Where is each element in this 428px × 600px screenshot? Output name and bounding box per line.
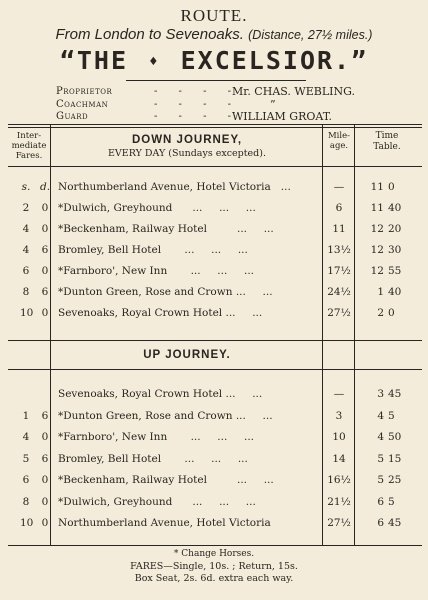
stop-name: Sevenoaks, Royal Crown Hotel ... ... <box>58 388 263 400</box>
footnote-box-seat: Box Seat, 2s. 6d. extra each way. <box>134 573 294 584</box>
stop-name: *Farnboro', New Inn ... ... ... <box>58 431 254 443</box>
coach-name <box>0 46 428 75</box>
route-heading: ROUTE. <box>180 6 248 25</box>
staff-role: Proprietor <box>56 86 113 97</box>
fare-shillings: s. <box>21 181 31 193</box>
mileage-value: 27½ <box>327 517 351 529</box>
coach-name-left: “THE <box>59 46 129 75</box>
stop-name: Bromley, Bell Hotel ... ... ... <box>58 244 248 256</box>
coach-name-right: EXCELSIOR.” <box>180 46 369 75</box>
time-hour: 1 <box>377 286 384 298</box>
down-journey-title: DOWN JOURNEY, <box>131 134 243 146</box>
table-row <box>8 453 422 469</box>
time-hour: 6 <box>377 517 384 529</box>
mileage-value: 27½ <box>327 307 351 319</box>
table-row <box>8 496 422 512</box>
route-subtitle <box>0 26 428 43</box>
time-minute: 45 <box>388 388 402 400</box>
fare-shillings: 4 <box>22 223 30 235</box>
fare-shillings: 6 <box>22 474 30 486</box>
table-row <box>8 244 422 260</box>
footnote-change-horses: * Change Horses. <box>173 549 255 559</box>
route-distance: (Distance, 27½ miles.) <box>248 28 373 42</box>
table-row <box>8 474 422 490</box>
staff-guard <box>56 111 386 125</box>
fare-pence: 0 <box>41 517 49 529</box>
footnote-fares: FARES—Single, 10s. ; Return, 15s. <box>130 561 298 572</box>
fare-shillings: 5 <box>22 452 30 465</box>
staff-dashes: - - - - <box>154 86 241 97</box>
table-row <box>8 307 422 323</box>
fare-pence: 0 <box>41 223 49 235</box>
time-hour: 12 <box>370 265 384 277</box>
time-hour: 5 <box>377 452 384 465</box>
section-rule <box>8 369 422 370</box>
fare-pence: 0 <box>41 202 49 214</box>
staff-dashes: - - - - <box>154 99 241 110</box>
header-time-table: Time Table. <box>373 131 401 152</box>
time-hour: 6 <box>377 495 384 508</box>
time-minute: 5 <box>388 495 395 508</box>
ornament-icon: ♦ <box>149 54 160 70</box>
time-hour: 5 <box>377 474 384 486</box>
title-underline <box>126 80 306 81</box>
mileage-value: 11 <box>332 223 346 235</box>
table-row <box>8 431 422 447</box>
route-from: From London to Sevenoaks. <box>55 26 244 43</box>
stop-name: *Farnboro', New Inn ... ... ... <box>58 265 254 277</box>
time-minute: 50 <box>388 431 402 443</box>
stop-name: *Dunton Green, Rose and Crown ... ... <box>58 409 273 422</box>
down-journey-subtitle: EVERY DAY (Sundays excepted). <box>108 148 266 159</box>
table-row <box>8 410 422 426</box>
fare-pence: 0 <box>41 474 49 486</box>
time-hour: 3 <box>377 388 384 400</box>
staff-name: ” <box>270 98 276 111</box>
fare-shillings: 8 <box>22 286 30 298</box>
staff-role: Guard <box>56 111 89 122</box>
up-journey-title: UP JOURNEY. <box>143 349 231 361</box>
time-hour: 2 <box>377 307 384 319</box>
mileage-value: 3 <box>335 409 343 422</box>
mileage-value: 16½ <box>327 474 351 486</box>
fare-pence: 0 <box>41 307 49 319</box>
fare-shillings: 2 <box>22 202 30 214</box>
time-hour: 12 <box>370 223 384 235</box>
header-bottom-rule <box>8 166 422 167</box>
mileage-value: 21½ <box>327 495 351 508</box>
fare-pence: 0 <box>41 265 49 277</box>
stop-name: *Dulwich, Greyhound ... ... ... <box>58 202 256 214</box>
time-minute: 45 <box>388 517 402 529</box>
table-row <box>8 181 422 197</box>
staff-role: Coachman <box>56 99 109 110</box>
time-minute: 55 <box>388 265 402 277</box>
stop-name: *Dunton Green, Rose and Crown ... ... <box>58 286 273 298</box>
section-rule <box>8 340 422 341</box>
staff-proprietor <box>56 86 386 100</box>
table-top-rule <box>8 124 422 128</box>
time-minute: 30 <box>388 244 402 256</box>
fare-shillings: 10 <box>20 307 34 319</box>
table-row <box>8 223 422 239</box>
mileage-value: 14 <box>332 452 346 465</box>
fare-shillings: 1 <box>22 409 30 422</box>
mileage-value: 6 <box>335 202 343 214</box>
time-hour: 11 <box>370 202 384 214</box>
stop-name: *Beckenham, Railway Hotel ... ... <box>58 474 274 486</box>
stop-name: Sevenoaks, Royal Crown Hotel ... ... <box>58 307 263 319</box>
time-minute: 0 <box>388 181 395 193</box>
mileage-value: 17½ <box>327 265 351 277</box>
table-row <box>8 517 422 533</box>
fare-pence: 0 <box>41 495 49 508</box>
stop-name: *Dulwich, Greyhound ... ... ... <box>58 495 256 508</box>
fare-pence: 0 <box>41 431 49 443</box>
time-hour: 12 <box>370 244 384 256</box>
fare-shillings: 4 <box>22 244 30 256</box>
header-mileage: Mile- age. <box>327 131 351 151</box>
table-row <box>8 286 422 302</box>
mileage-value: — <box>333 388 345 400</box>
stop-name: *Beckenham, Railway Hotel ... ... <box>58 223 274 235</box>
time-minute: 40 <box>388 202 402 214</box>
staff-name: WILLIAM GROAT. <box>232 110 332 123</box>
mileage-value: 24½ <box>327 286 351 298</box>
fare-pence: d. <box>39 181 51 193</box>
staff-dashes: - - - - <box>154 111 241 122</box>
fare-pence: 6 <box>41 452 49 465</box>
stop-name: Bromley, Bell Hotel ... ... ... <box>58 452 248 465</box>
time-minute: 25 <box>388 474 402 486</box>
stop-name: Northumberland Avenue, Hotel Victoria ... <box>58 181 291 193</box>
time-minute: 40 <box>388 286 402 298</box>
fare-shillings: 8 <box>22 495 30 508</box>
fare-pence: 6 <box>41 286 49 298</box>
table-bottom-rule <box>8 545 422 546</box>
mileage-value: 13½ <box>327 244 351 256</box>
header-down-journey <box>52 134 322 159</box>
time-minute: 15 <box>388 452 402 465</box>
fare-shillings: 6 <box>22 265 30 277</box>
header-fares: Inter- mediate Fares. <box>11 131 47 161</box>
table-row <box>8 265 422 281</box>
fare-shillings: 4 <box>22 431 30 443</box>
time-hour: 4 <box>377 431 384 443</box>
time-hour: 11 <box>370 181 384 193</box>
time-hour: 4 <box>377 409 384 422</box>
table-row <box>8 202 422 218</box>
table-row <box>8 388 422 404</box>
time-minute: 0 <box>388 307 395 319</box>
stop-name: Northumberland Avenue, Hotel Victoria <box>58 517 271 529</box>
fare-shillings: 10 <box>20 517 34 529</box>
fare-pence: 6 <box>41 244 49 256</box>
staff-name: Mr. CHAS. WEBLING. <box>232 85 355 98</box>
fare-pence: 6 <box>41 409 49 422</box>
mileage-value: 10 <box>332 431 346 443</box>
mileage-value: — <box>333 181 345 193</box>
time-minute: 20 <box>388 223 402 235</box>
time-minute: 5 <box>388 409 395 422</box>
